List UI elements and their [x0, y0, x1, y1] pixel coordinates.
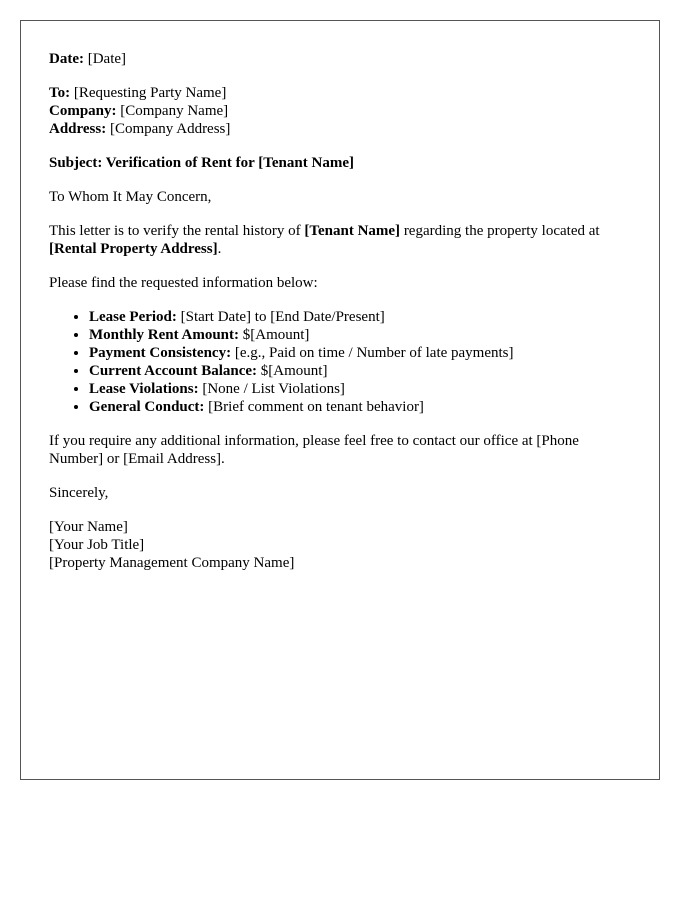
intro-text-2: regarding the property located at	[403, 223, 600, 239]
company-line	[49, 102, 629, 120]
detail-value: [None / List Violations]	[202, 381, 345, 397]
intro-end: .	[217, 241, 222, 257]
signature-name: [Your Name]	[49, 519, 128, 535]
address-line	[49, 120, 629, 138]
address-label: Address:	[49, 121, 107, 137]
closing-paragraph: If you require any additional information, please feel free to contact our office at [Phone Number] or [Email Address].	[49, 433, 579, 467]
detail-value: $[Amount]	[242, 327, 310, 343]
intro-property: [Rental Property Address]	[49, 241, 218, 257]
to-label: To:	[49, 85, 71, 101]
letter-page	[20, 20, 660, 780]
detail-label: Lease Period:	[89, 309, 177, 325]
date-label: Date:	[49, 51, 84, 67]
salutation: To Whom It May Concern,	[49, 189, 212, 205]
detail-label: Payment Consistency:	[89, 345, 232, 361]
date-line	[49, 50, 629, 68]
list-item-payment-consistency	[89, 344, 629, 362]
detail-value: [Brief comment on tenant behavior]	[208, 399, 424, 415]
list-item-general-conduct	[89, 398, 629, 416]
list-item-lease-period	[89, 308, 629, 326]
to-line	[49, 84, 629, 102]
list-item-lease-violations	[89, 380, 629, 398]
detail-value: [Start Date] to [End Date/Present]	[180, 309, 385, 325]
recipient-block	[49, 84, 629, 138]
signoff: Sincerely,	[49, 485, 109, 501]
list-item-account-balance	[89, 362, 629, 380]
company-label: Company:	[49, 103, 117, 119]
detail-label: Monthly Rent Amount:	[89, 327, 240, 343]
intro-tenant: [Tenant Name]	[304, 223, 401, 239]
signature-block	[49, 518, 629, 572]
date-value: [Date]	[87, 51, 127, 67]
list-item-monthly-rent	[89, 326, 629, 344]
detail-label: General Conduct:	[89, 399, 205, 415]
intro-paragraph	[49, 222, 629, 258]
signature-company: [Property Management Company Name]	[49, 555, 295, 571]
detail-label: Lease Violations:	[89, 381, 199, 397]
list-intro: Please find the requested information below:	[49, 275, 318, 291]
detail-value: [e.g., Paid on time / Number of late payments]	[234, 345, 514, 361]
detail-value: $[Amount]	[260, 363, 328, 379]
detail-label: Current Account Balance:	[89, 363, 258, 379]
subject-line	[49, 154, 629, 172]
to-value: [Requesting Party Name]	[73, 85, 227, 101]
subject-text: Subject: Verification of Rent for [Tenant Name]	[49, 155, 354, 171]
address-value: [Company Address]	[109, 121, 231, 137]
intro-text-1: This letter is to verify the rental history of	[49, 223, 301, 239]
letter-body	[49, 50, 629, 588]
company-value: [Company Name]	[120, 103, 229, 119]
signature-title: [Your Job Title]	[49, 537, 145, 553]
details-list	[49, 308, 629, 416]
